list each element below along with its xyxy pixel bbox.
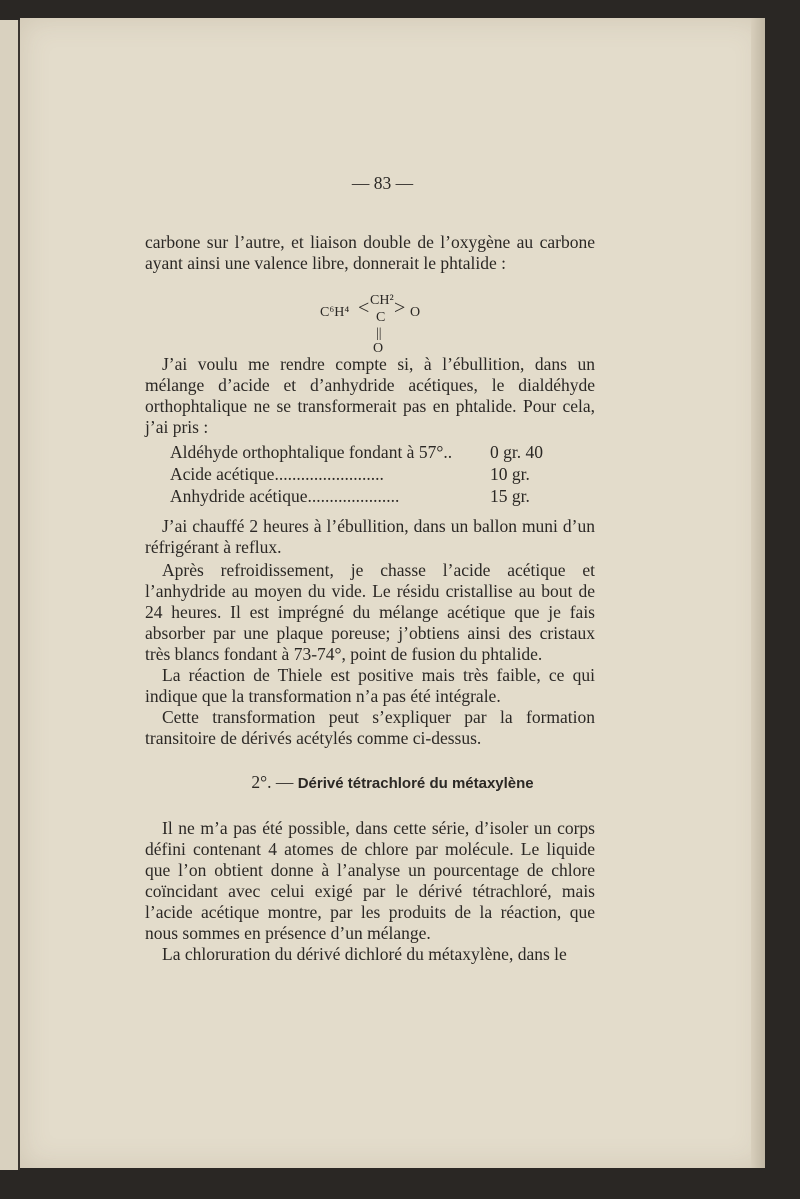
paragraph-4: Après refroidissement, je chasse l’acide acétique et l’anhydride au moyen du vide. Le résidu cristallise au bout de 24 heures. Il est imprégné du mélange acétique que je fais absorber par une plaque poreuse; j’obtiens ainsi des cristaux très blancs fondant à 73-74°, point de fusion du phtalide. xyxy=(145,560,595,664)
page-number: — 83 — xyxy=(351,173,414,193)
recipe-name: Anhydride acétique..................... xyxy=(170,486,400,506)
recipe-row xyxy=(170,486,570,508)
paragraph-3: J’ai chauffé 2 heures à l’ébullition, dans un ballon muni d’un réfrigérant à reflux. xyxy=(145,516,595,557)
formula-center: C xyxy=(376,310,386,325)
phtalide-formula xyxy=(320,276,470,356)
formula-bottom: O xyxy=(373,341,384,356)
paragraph-2: J’ai voulu me rendre compte si, à l’ébullition, dans un mélange d’acide et d’anhydride acétiques, le dialdéhyde orthophtalique ne se transformerait pas en phtalide. Pour cela, j’ai pris : xyxy=(145,354,595,437)
recipe-qty: 0 gr. 40 xyxy=(490,442,543,462)
previous-page-edge xyxy=(0,20,20,1170)
paragraph-1: carbone sur l’autre, et liaison double de l’oxygène au carbone ayant ainsi une valence libre, donnerait le phtalide : xyxy=(145,232,595,273)
recipe-qty: 10 gr. xyxy=(490,464,530,484)
section-number: 2°. — xyxy=(251,772,294,792)
recipe-name: Aldéhyde orthophtalique fondant à 57°.. xyxy=(170,442,453,462)
formula-top: CH² xyxy=(370,293,394,308)
formula-gt: > xyxy=(394,297,406,319)
paragraph-7: Il ne m’a pas été possible, dans cette série, d’isoler un corps défini contenant 4 atomes de chlore par molécule. Le liquide que l’on obtient donne à l’analyse un pourcentage de chlore coïncidant avec celui exigé par le dérivé tétrachloré, mais l’acide acétique montre, par les produits de la réaction, que nous sommes en présence d’un mélange. xyxy=(145,818,595,943)
paragraph-8: La chloruration du dérivé dichloré du métaxylène, dans le xyxy=(162,944,567,964)
book-page xyxy=(20,18,765,1168)
recipe-row xyxy=(170,442,570,464)
formula-lt: < xyxy=(358,297,370,319)
recipe-name: Acide acétique......................... xyxy=(170,464,384,484)
section-heading xyxy=(20,772,765,794)
formula-left: C⁶H⁴ xyxy=(320,305,350,320)
recipe-row xyxy=(170,464,570,486)
paragraph-6: Cette transformation peut s’expliquer par la formation transitoire de dérivés acétylés comme ci-dessus. xyxy=(145,707,595,748)
formula-double-bond: || xyxy=(376,326,382,341)
paragraph-5: La réaction de Thiele est positive mais très faible, ce qui indique que la transformation n’a pas été intégrale. xyxy=(145,665,595,706)
recipe-qty: 15 gr. xyxy=(490,486,530,506)
formula-right: O xyxy=(410,305,421,320)
section-title: Dérivé tétrachloré du métaxylène xyxy=(297,775,534,792)
recipe-list xyxy=(170,442,570,508)
page-content xyxy=(20,18,765,1168)
